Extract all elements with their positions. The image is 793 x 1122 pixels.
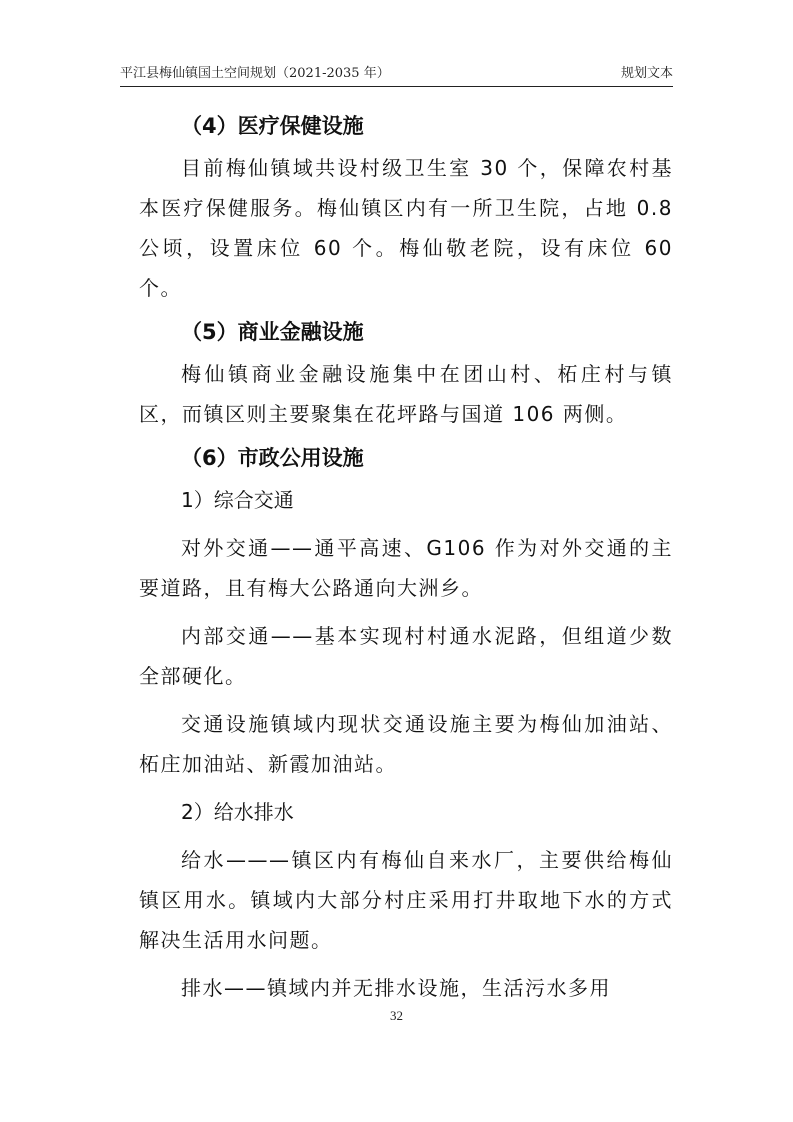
page-body xyxy=(139,110,673,1008)
paragraph-transport-facilities: 交通设施镇域内现状交通设施主要为梅仙加油站、柘庄加油站、新霞加油站。 xyxy=(139,712,673,776)
subheading-water: 2）给水排水 xyxy=(181,800,294,824)
page-number: 32 xyxy=(390,1008,403,1023)
paragraph-medical: 目前梅仙镇域共设村级卫生室 30 个，保障农村基本医疗保健服务。梅仙镇区内有一所卫生院，占地 0.8 公顷，设置床位 60 个。梅仙敬老院，设有床位 60 个。 xyxy=(139,156,673,300)
header-document-type: 规划文本 xyxy=(620,66,673,81)
spacer xyxy=(139,784,673,792)
paragraph-drainage: 排水——镇域内并无排水设施，生活污水多用 xyxy=(181,976,611,1000)
spacer xyxy=(139,960,673,968)
subheading-transport: 1）综合交通 xyxy=(181,488,294,512)
paragraph-commercial: 梅仙镇商业金融设施集中在团山村、柘庄村与镇区，而镇区则主要聚集在花坪路与国道 106 两侧。 xyxy=(139,362,673,426)
heading-medical-facilities: （4）医疗保健设施 xyxy=(181,114,364,138)
spacer xyxy=(139,308,673,316)
spacer xyxy=(139,696,673,704)
heading-commercial-facilities: （5）商业金融设施 xyxy=(181,320,364,344)
paragraph-external-transport: 对外交通——通平高速、G106 作为对外交通的主要道路，且有梅大公路通向大洲乡。 xyxy=(139,536,673,600)
spacer xyxy=(139,434,673,442)
running-header xyxy=(120,60,673,84)
heading-municipal-facilities: （6）市政公用设施 xyxy=(181,446,364,470)
header-rule xyxy=(120,86,673,87)
paragraph-internal-transport: 内部交通——基本实现村村通水泥路，但组道少数全部硬化。 xyxy=(139,624,673,688)
paragraph-water-supply: 给水———镇区内有梅仙自来水厂，主要供给梅仙镇区用水。镇域内大部分村庄采用打井取地下水的方式解决生活用水问题。 xyxy=(139,848,673,952)
spacer xyxy=(139,832,673,840)
header-document-title: 平江县梅仙镇国土空间规划（2021-2035 年） xyxy=(120,66,390,81)
spacer xyxy=(139,608,673,616)
spacer xyxy=(139,520,673,528)
